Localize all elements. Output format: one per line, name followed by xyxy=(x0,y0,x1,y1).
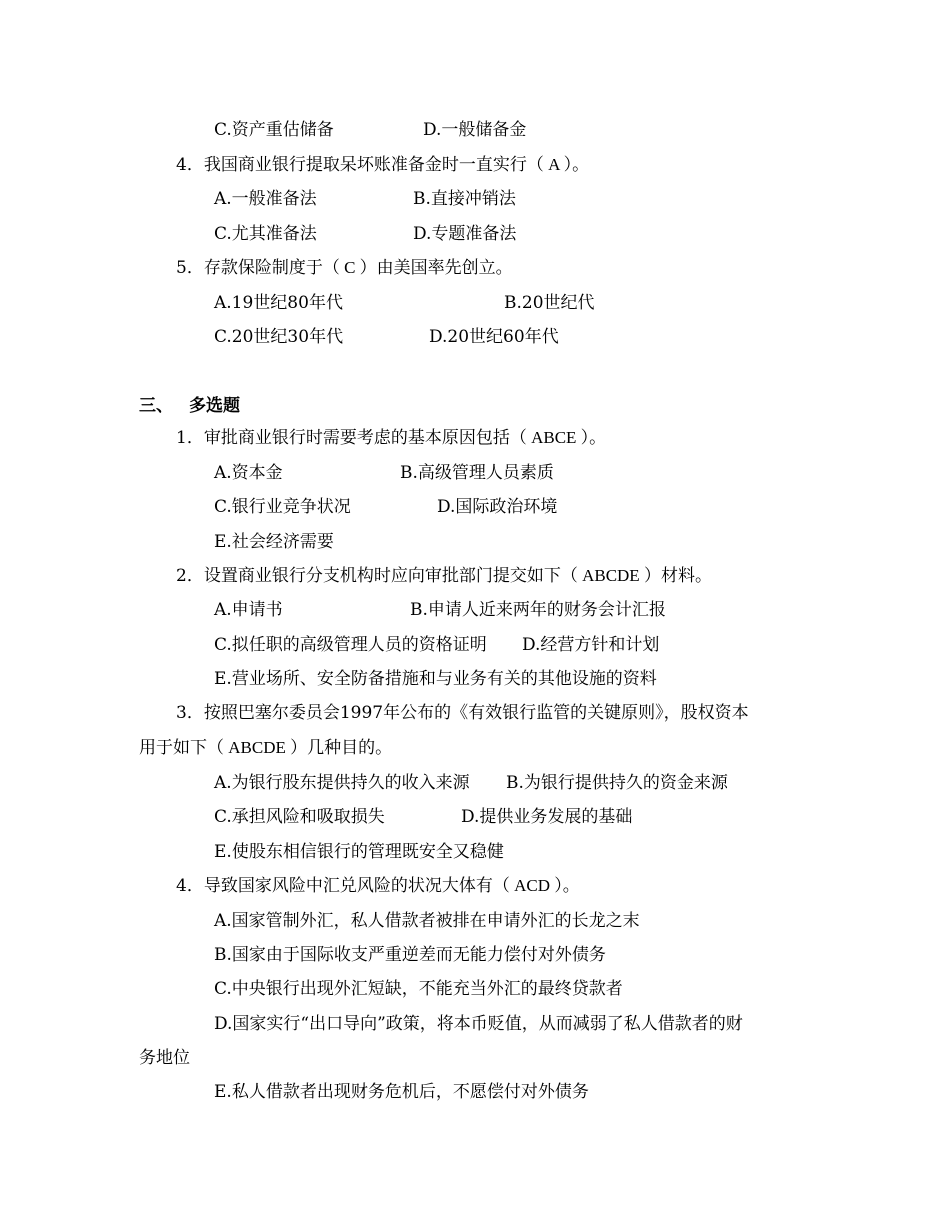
option-a: A.19世纪80年代 xyxy=(214,293,343,313)
answer-key: ACD xyxy=(509,876,555,895)
question-stem xyxy=(176,148,589,182)
option-e: E.社会经济需要 xyxy=(214,532,334,552)
option-b: B.20世纪代 xyxy=(504,293,595,313)
stem-text: 2．设置商业银行分支机构时应向审批部门提交如下（ xyxy=(176,566,578,586)
stem-text-end: ）几种目的。 xyxy=(290,738,393,758)
stem-text-end: ）。 xyxy=(580,428,607,448)
option-d: D.一般储备金 xyxy=(423,120,527,140)
option-d: D.专题准备法 xyxy=(413,224,517,244)
option-a: A.资本金 xyxy=(214,463,283,483)
question-stem xyxy=(176,421,606,455)
section-number: 三、 xyxy=(139,396,173,416)
option-d-continued: 务地位 xyxy=(139,1048,190,1068)
option-d: D.经营方针和计划 xyxy=(522,635,660,655)
option-b: B.高级管理人员素质 xyxy=(400,463,554,483)
option-c: C.承担风险和吸取损失 xyxy=(214,807,385,827)
option-d: D.20世纪60年代 xyxy=(429,327,559,347)
stem-text-end: ）材料。 xyxy=(643,566,712,586)
option-a: A.申请书 xyxy=(214,600,283,620)
stem-text-end: ）由美国率先创立。 xyxy=(359,258,513,278)
question-stem-line2 xyxy=(139,731,392,765)
option-e: E.私人借款者出现财务危机后，不愿偿付对外债务 xyxy=(214,1082,589,1102)
stem-text: 1．审批商业银行时需要考虑的基本原因包括（ xyxy=(176,428,527,448)
option-a: A.为银行股东提供持久的收入来源 xyxy=(214,773,470,793)
stem-text-end: ）。 xyxy=(563,155,590,175)
stem-text-end: ）。 xyxy=(554,876,580,896)
answer-key: ABCDE xyxy=(577,566,644,585)
answer-key: C xyxy=(339,258,360,277)
option-d: D.国际政治环境 xyxy=(437,497,558,517)
option-b: B.直接冲销法 xyxy=(413,189,516,209)
question-stem xyxy=(176,251,513,285)
stem-text: 用于如下（ xyxy=(139,738,224,758)
option-a: A.国家管制外汇，私人借款者被排在申请外汇的长龙之末 xyxy=(214,911,640,931)
stem-text: 4．我国商业银行提取呆坏账准备金时一直实行（ xyxy=(176,155,544,175)
option-d: D.提供业务发展的基础 xyxy=(461,807,633,827)
option-c: C.20世纪30年代 xyxy=(214,327,344,347)
option-d: D.国家实行“出口导向”政策，将本币贬值，从而减弱了私人借款者的财 xyxy=(214,1014,743,1034)
question-stem xyxy=(176,869,580,903)
option-b: B.为银行提供持久的资金来源 xyxy=(506,773,728,793)
answer-key: ABCDE xyxy=(224,738,291,757)
stem-text: 4．导致国家风险中汇兑风险的状况大体有（ xyxy=(176,876,510,896)
question-stem-line1 xyxy=(176,696,749,730)
stem-text: 3．按照巴塞尔委员会1997年公布的《有效银行监管的关键原则》，股权资本 xyxy=(176,703,749,723)
answer-key: A xyxy=(543,155,564,174)
option-a: A.一般准备法 xyxy=(214,189,317,209)
option-b: B.国家由于国际收支严重逆差而无能力偿付对外债务 xyxy=(214,945,606,965)
stem-text: 5．存款保险制度于（ xyxy=(176,258,340,278)
section-heading xyxy=(139,389,240,423)
option-c: C.银行业竞争状况 xyxy=(214,497,351,517)
option-c: C.资产重估储备 xyxy=(214,120,334,140)
option-e: E.使股东相信银行的管理既安全又稳健 xyxy=(214,842,504,862)
option-c: C.拟任职的高级管理人员的资格证明 xyxy=(214,635,487,655)
section-title: 多选题 xyxy=(189,396,240,416)
option-c: C.尤其准备法 xyxy=(214,224,317,244)
option-b: B.申请人近来两年的财务会计汇报 xyxy=(410,600,666,620)
question-stem xyxy=(176,559,712,593)
option-c: C.中央银行出现外汇短缺，不能充当外汇的最终贷款者 xyxy=(214,979,623,999)
option-e: E.营业场所、安全防备措施和与业务有关的其他设施的资料 xyxy=(214,669,657,689)
answer-key: ABCE xyxy=(526,428,581,447)
options-row-d-line2 xyxy=(139,1041,190,1075)
